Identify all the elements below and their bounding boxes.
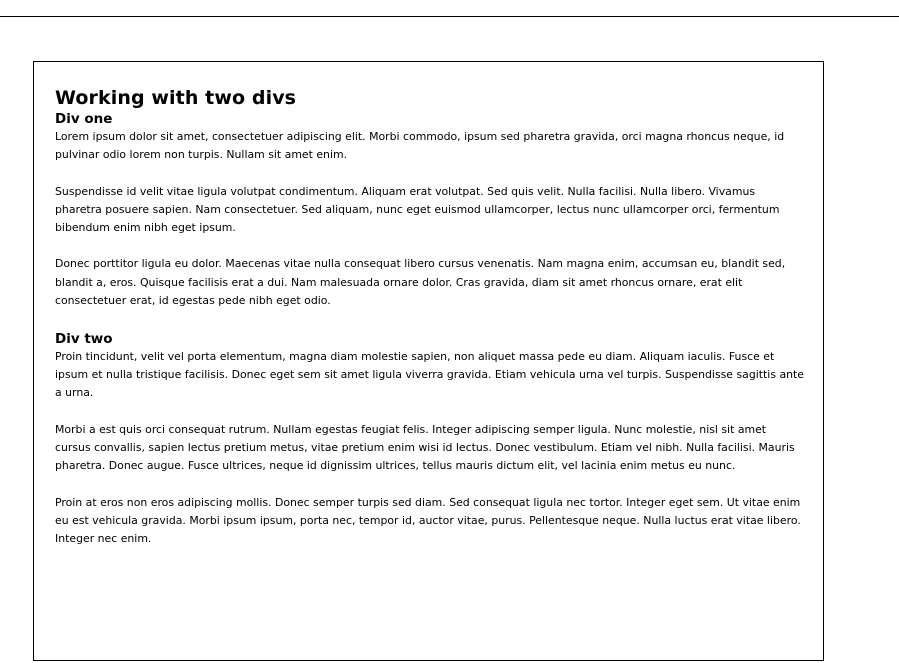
page-title: Working with two divs bbox=[55, 87, 297, 109]
div-one-paragraph-1: Lorem ipsum dolor sit amet, consectetuer adipiscing elit. Morbi commodo, ipsum sed pharetra gravida, orci magna rhoncus neque, id pulvinar odio lorem non turpis. Nullam sit amet enim. bbox=[55, 130, 785, 162]
div-one-paragraph-3: Donec porttitor ligula eu dolor. Maecenas vitae nulla consequat libero cursus venenatis. Nam magna enim, accumsan eu, blandit sed, blandit a, eros. Quisque facilisis erat a dui. Nam malesuada ornare dolor. Cras gravida, diam sit amet rhoncus ornare, erat elit consectetuer erat, id egestas pede nibh eget odio. bbox=[55, 257, 786, 307]
div-two-heading: Div two bbox=[55, 331, 113, 347]
div-two-paragraph-3: Proin at eros non eros adipiscing mollis. Donec semper turpis sed diam. Sed consequat ligula nec tortor. Integer eget sem. Ut vitae enim eu est vehicula gravida. Morbi ipsum ipsum, porta nec, tempor id, auctor vitae, purus. Pellentesque neque. Nulla luctus erat vitae libero. Integer nec enim. bbox=[55, 495, 801, 545]
div-two-paragraph-2: Morbi a est quis orci consequat rutrum. Nullam egestas feugiat felis. Integer adipiscing semper ligula. Nunc molestie, nisl sit amet cursus convallis, sapien lectus pretium metus, vitae pretium enim wisi id lectus. Donec vestibulum. Etiam vel nibh. Nulla facilisi. Mauris pharetra. Donec augue. Fusce ultrices, neque id dignissim ultrices, tellus mauris dictum elit, vel lacinia enim metus eu nunc. bbox=[55, 422, 795, 473]
top-divider bbox=[0, 16, 899, 17]
content-box bbox=[33, 61, 824, 661]
div-one-section bbox=[55, 110, 805, 310]
div-two-section bbox=[55, 330, 805, 548]
div-two-paragraph-1: Proin tincidunt, velit vel porta elementum, magna diam molestie sapien, non aliquet massa pede eu diam. Aliquam iaculis. Fusce et ipsum et nulla tristique facilisis. Donec eget sem sit amet ligula viverra gravida. Etiam vehicula urna vel turpis. Suspendisse sagittis ante a urna. bbox=[55, 350, 805, 400]
div-one-paragraph-2: Suspendisse id velit vitae ligula volutpat condimentum. Aliquam erat volutpat. Sed quis velit. Nulla facilisi. Nulla libero. Vivamus pharetra posuere sapien. Nam consectetuer. Sed aliquam, nunc eget euismod ullamcorper, lectus nunc ullamcorper orci, fermentum bibendum enim nibh eget ipsum. bbox=[55, 184, 780, 234]
div-one-heading: Div one bbox=[55, 111, 113, 127]
content-area bbox=[55, 86, 805, 548]
